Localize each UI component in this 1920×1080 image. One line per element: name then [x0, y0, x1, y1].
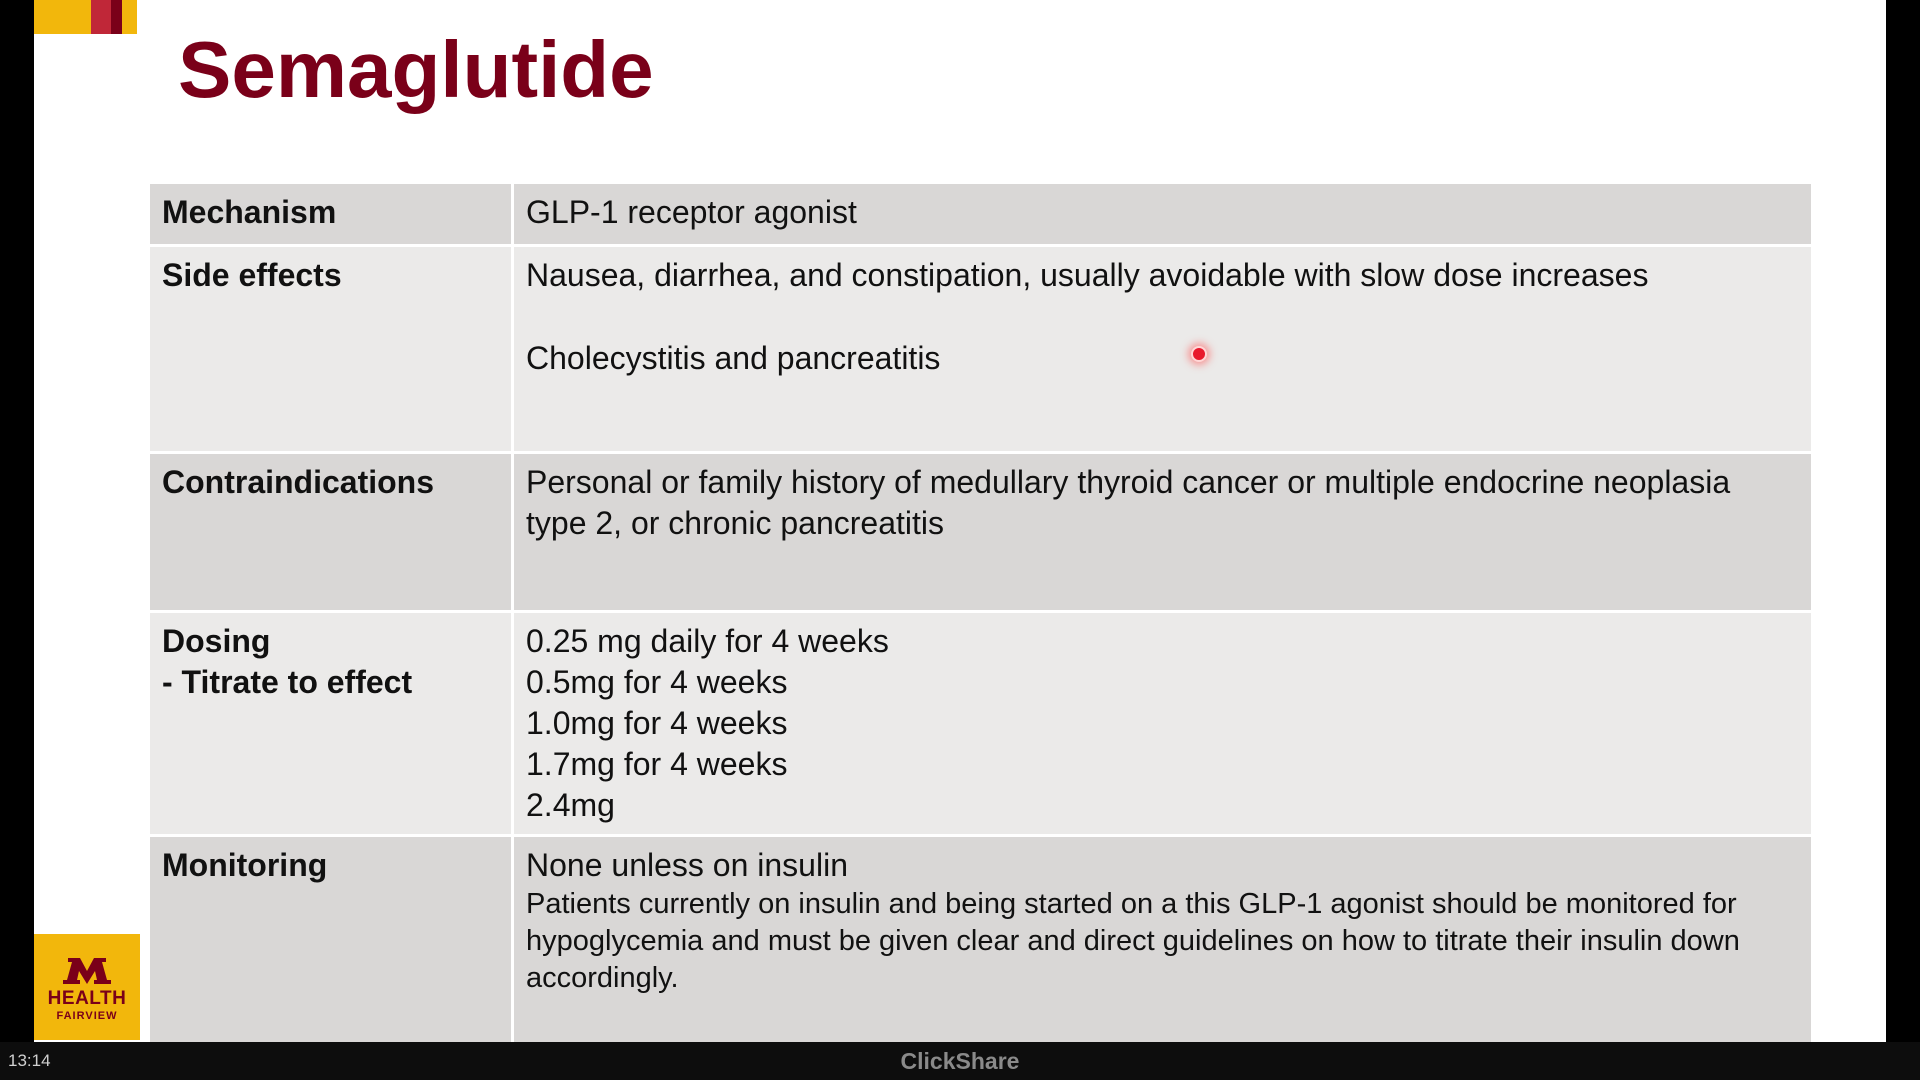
clickshare-brand: ClickShare [900, 1048, 1020, 1074]
row-label-side-effects [150, 246, 513, 453]
row-content-side-effects [513, 246, 1813, 453]
content-text: Cholecystitis and pancreatitis [526, 340, 941, 376]
drug-info-table [150, 184, 1814, 1042]
table-row-monitoring [150, 836, 1813, 1043]
content-text: None unless on insulin [526, 847, 848, 883]
presentation-slide [34, 0, 1886, 1042]
table-row-mechanism [150, 184, 1813, 246]
content-text: Personal or family history of medullary thyroid cancer or multiple endocrine neoplasia type 2, or chronic pancreatitis [526, 464, 1731, 541]
row-label-monitoring [150, 836, 513, 1043]
table-row-contraindications [150, 453, 1813, 612]
row-label-contraindications [150, 453, 513, 612]
label-text: Mechanism [162, 194, 337, 230]
dose-step: 0.25 mg daily for 4 weeks [526, 623, 889, 659]
dose-step: 0.5mg for 4 weeks [526, 664, 788, 700]
row-content-mechanism [513, 184, 1813, 246]
row-content-contraindications [513, 453, 1813, 612]
clickshare-status-bar [0, 1042, 1920, 1080]
clock-time: 13:14 [8, 1051, 51, 1070]
dose-step: 1.0mg for 4 weeks [526, 705, 788, 741]
dose-step: 2.4mg [526, 787, 615, 823]
label-text: Dosing [162, 623, 271, 659]
content-detail-text: Patients currently on insulin and being started on a this GLP-1 agonist should be monitored for hypoglycemia and must be given clear and direct guidelines on how to titrate their insulin down accordingly. [526, 888, 1740, 994]
logo-fairview-text: FAIRVIEW [56, 1010, 118, 1022]
brand-stripe-maroon [111, 0, 122, 34]
table-row-side-effects [150, 246, 1813, 453]
row-label-dosing [150, 612, 513, 836]
label-subtext: - Titrate to effect [162, 664, 413, 700]
laser-pointer-dot [1191, 346, 1207, 362]
brand-stripe-red [91, 0, 111, 34]
dose-step: 1.7mg for 4 weeks [526, 746, 788, 782]
content-text: Nausea, diarrhea, and constipation, usually avoidable with slow dose increases [526, 257, 1649, 293]
paragraph-gap [526, 296, 1799, 338]
table-row-dosing [150, 612, 1813, 836]
label-text: Side effects [162, 257, 342, 293]
row-content-dosing [513, 612, 1813, 836]
logo-health-text: HEALTH [47, 988, 127, 1009]
row-label-mechanism [150, 184, 513, 246]
label-text: Contraindications [162, 464, 435, 500]
health-fairview-logo [34, 934, 140, 1040]
content-text: GLP-1 receptor agonist [526, 194, 857, 230]
brand-color-bar [34, 0, 137, 34]
university-m-icon [61, 956, 113, 986]
row-content-monitoring [513, 836, 1813, 1043]
label-text: Monitoring [162, 847, 328, 883]
slide-title: Semaglutide [178, 25, 654, 114]
